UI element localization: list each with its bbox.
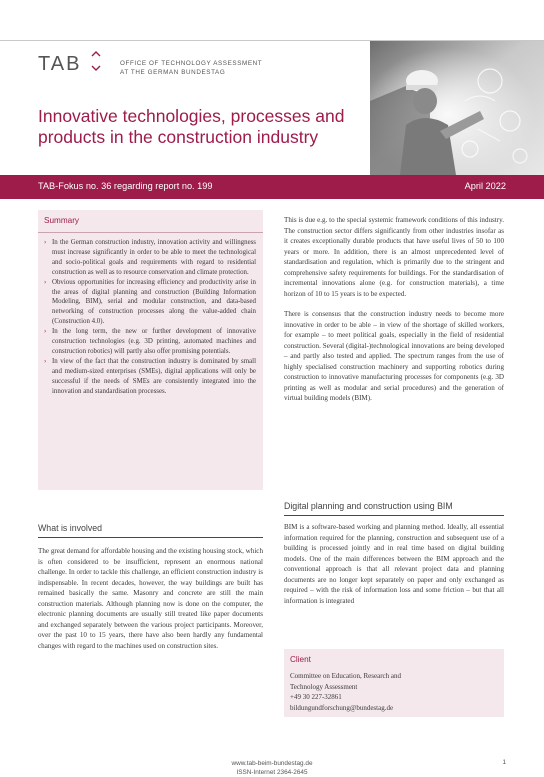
footer	[0, 760, 544, 777]
client-committee-line1: Committee on Education, Research and	[290, 671, 401, 682]
report-banner	[0, 175, 544, 199]
what-involved-rule	[38, 537, 263, 538]
report-date: April 2022	[465, 181, 506, 191]
report-reference: TAB-Fokus no. 36 regarding report no. 199	[38, 181, 213, 191]
client-title: Client	[290, 655, 311, 664]
bullet-chevron-icon: ›	[44, 357, 46, 367]
tab-logo-block	[38, 49, 288, 85]
client-details	[290, 671, 401, 713]
tab-logo: TAB	[38, 53, 81, 76]
bim-text	[284, 522, 504, 616]
what-involved-heading: What is involved	[38, 523, 102, 533]
bullet-chevron-icon: ›	[44, 278, 46, 288]
footer-url[interactable]: www.tab-beim-bundestag.de	[0, 760, 544, 769]
summary-title: Summary	[44, 216, 79, 225]
summary-divider	[38, 232, 263, 233]
summary-item-text: Obvious opportunities for increasing efficiency and productivity arise in the areas of digital planning and construction (Building Information Modeling, BIM), serial and modular construction, and data-based networking of construction processes along the value-added chain (Construction 4.0).	[52, 279, 256, 326]
document-title	[38, 106, 358, 148]
summary-item	[44, 238, 256, 278]
footer-issn: ISSN-Internet 2364-2645	[0, 769, 544, 777]
what-involved-paragraph: The great demand for affordable housing and the existing housing stock, which is often considered to be insufficient, represent an enormous national challenge. In order to tackle this challenge, an efficient construction industry is indispensable. In recent decades, however, the way buildings are built has remained basically the same. Masonry and concrete are still the main construction materials. Although planning now is done on the computer, the electronic planning documents are usually still treated like paper documents and exchanged separately between the various project participants. Moreover, over the past 10 to 15 years, there have also been hardly any fundamental changes with regard to the machines used on construction sites.	[38, 546, 263, 651]
summary-item-text: In view of the fact that the construction industry is dominated by small and medium-sized enterprises (SMEs), digital applications will only be successful if the needs of SMEs are consistently integrated into the innovation and standardisation processes.	[52, 358, 256, 395]
right-column-text	[284, 215, 504, 414]
bullet-chevron-icon: ›	[44, 327, 46, 337]
document-title-line1: Innovative technologies, processes and	[38, 106, 358, 127]
construction-worker-image	[370, 41, 544, 175]
summary-list	[44, 238, 256, 397]
summary-item	[44, 327, 256, 357]
client-box	[284, 649, 504, 717]
document-title-line2: products in the construction industry	[38, 127, 358, 148]
logo-chevrons-icon	[90, 49, 104, 81]
client-email[interactable]: bildungundforschung@bundestag.de	[290, 703, 401, 714]
org-name-line1: OFFICE OF TECHNOLOGY ASSESSMENT	[120, 59, 262, 68]
summary-item-text: In the long term, the new or further development of innovative construction technologies (e.g. 3D printing, automated machines and construction robotics) will partly also offer promising potentials.	[52, 328, 256, 355]
right-column-paragraph-1: This is due e.g. to the special systemic framework conditions of this industry. The construction sector differs significantly from other industries insofar as it creates exceptionally durable products that have useful lives of 50 to 100 years or more. In addition, there is an almost unprecedented level of standardisation and regulation, which is primarily due to the stringent and comprehensive safety requirements for buildings. For the standardisation of incremental innovations alone (e.g. for construction materials), a time horizon of 10 to 15 years is to be expected.	[284, 215, 504, 299]
page-number: 1	[502, 759, 506, 766]
summary-item	[44, 278, 256, 328]
org-name-line2: AT THE GERMAN BUNDESTAG	[120, 68, 262, 77]
right-column-paragraph-2: There is consensus that the construction industry needs to become more innovative in order to be able – in view of the shortage of skilled workers, for example – to meet political goals, especially in the field of residential construction. Several (digital-)technological innovations are being developed – and partly also tested and applied. The spectrum ranges from the use of highly specialised construction machinery and supporting robotics during construction to innovative manufacturing processes for components (e.g. 3D printing as well as modular and serial procedures) and the generation of virtual building models (BIM).	[284, 309, 504, 404]
bim-paragraph: BIM is a software-based working and planning method. Ideally, all essential information required for the planning, construction and subsequent use of a building is processed jointly and in real time based on digital building models. One of the main differences between the BIM approach and the conventional approach is that all relevant project data and planning documents are no longer kept separately on paper and only exchanged as required – with the risk of information loss and some friction – but that all information is integrated	[284, 522, 504, 606]
header-photo	[370, 41, 544, 175]
bullet-chevron-icon: ›	[44, 238, 46, 248]
summary-box	[38, 210, 263, 490]
client-committee-line2: Technology Assessment	[290, 682, 401, 693]
org-name	[120, 59, 262, 77]
summary-item	[44, 357, 256, 397]
client-phone: +49 30 227-32861	[290, 692, 401, 703]
what-involved-text	[38, 546, 263, 661]
bim-heading: Digital planning and construction using BIM	[284, 501, 453, 511]
summary-item-text: In the German construction industry, innovation activity and willingness must increase significantly in order to be able to meet the technological and socio-political goals and requirements with regard to residential construction as well as to resource conservation and climate protection.	[52, 239, 256, 276]
bim-rule	[284, 515, 504, 516]
